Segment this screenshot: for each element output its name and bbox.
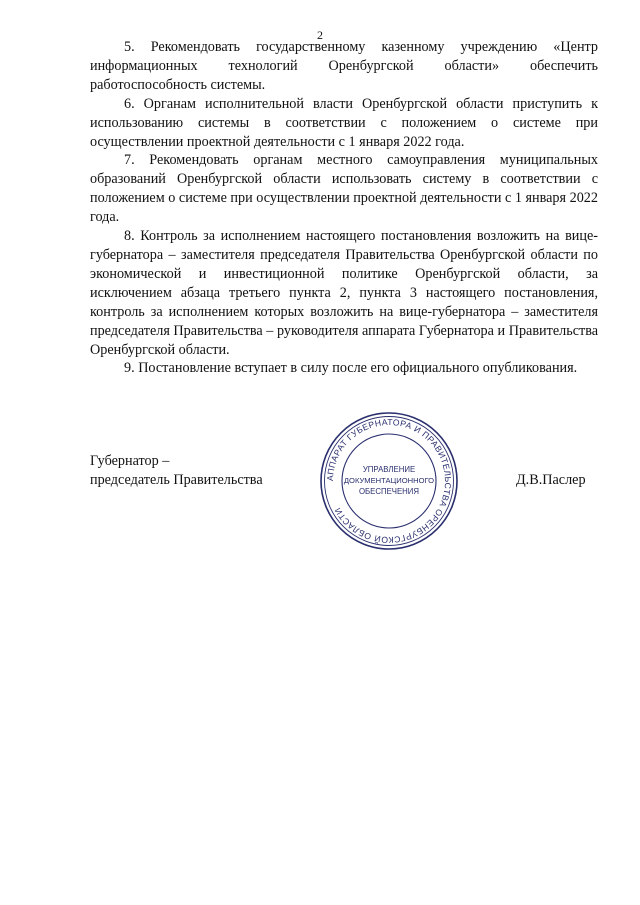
stamp-line2: ДОКУМЕНТАЦИОННОГО (343, 476, 435, 485)
stamp-line3: ОБЕСПЕЧЕНИЯ (358, 487, 420, 496)
paragraph-8: 8. Контроль за исполнением настоящего постановления возложить на вице-губернатора – заместителя председателя Правительства Оренбургской области по экономической и инвестиционной политике Оренбургской области, за исключением абзаца третьего пункта 2, пункта 3 настоящего постановления, контроль за исполнением которых возложить на вице-губернатора – заместителя председателя Правительства – руководителя аппарата Губернатора и Правительства Оренбургской области. (90, 228, 598, 358)
official-stamp (318, 410, 460, 552)
paragraph-7: 7. Рекомендовать органам местного самоуправления муниципальных образований Оренбургской области использовать систему в соответствии с положением о системе при осуществлении проектной деятельности с 1 января 2022 года. (90, 152, 598, 226)
signatory-title-line2: председатель Правительства (90, 471, 263, 488)
paragraph-6: 6. Органам исполнительной власти Оренбургской области приступить к использованию системы в соответствии с положением о системе при осуществлении проектной деятельности с 1 января 2022 года. (90, 95, 598, 150)
signatory-name: Д.В.Паслер (516, 472, 586, 488)
signatory-title-line1: Губернатор – (90, 453, 170, 469)
paragraph-5: 5. Рекомендовать государственному казенному учреждению «Центр информационных технологий Оренбургской области» обеспечить работоспособность системы. (90, 39, 598, 93)
page-number: 2 (317, 28, 323, 42)
stamp-outer-text: АППАРАТ ГУБЕРНАТОРА И ПРАВИТЕЛЬСТВА ОРЕНБУРГСКОЙ ОБЛАСТИ (324, 416, 454, 546)
signatory-title (90, 452, 263, 489)
stamp-seal-icon (318, 410, 460, 552)
stamp-line1: УПРАВЛЕНИЕ (362, 465, 416, 474)
paragraph-9: 9. Постановление вступает в силу после его официального опубликования. (124, 360, 578, 377)
document-body (90, 38, 598, 378)
